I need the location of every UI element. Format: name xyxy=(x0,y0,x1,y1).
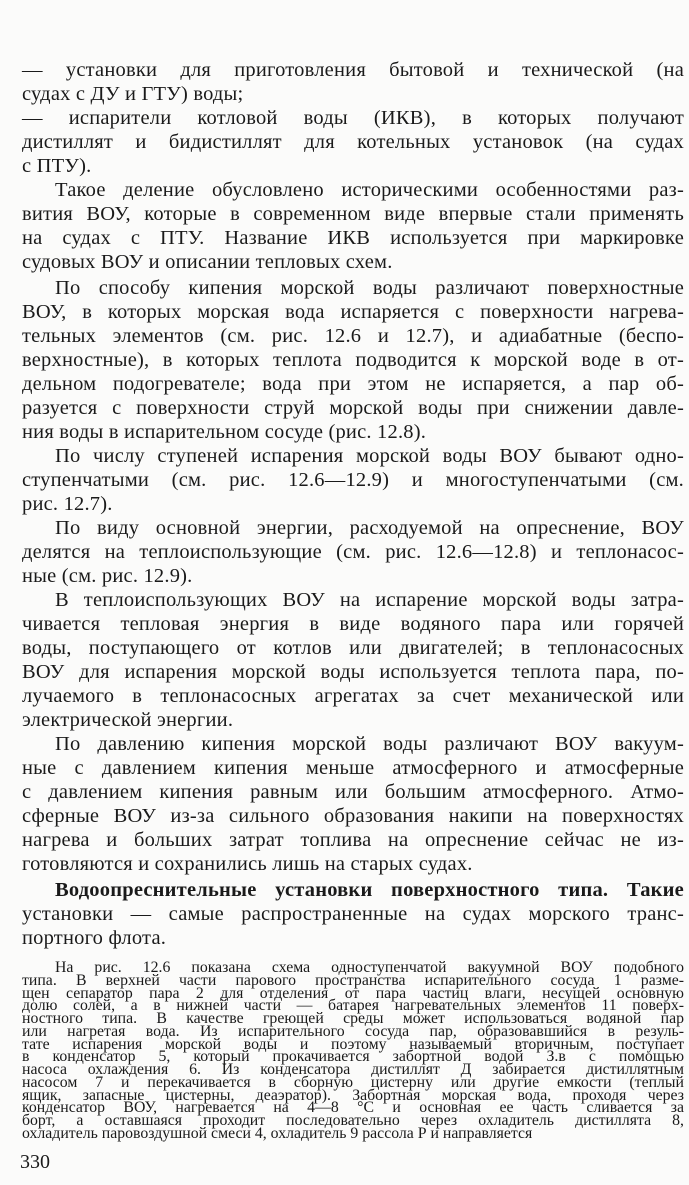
text-line: электрической энергии. xyxy=(22,709,234,731)
text-line: — установки для приготовления бытовой и технической (на xyxy=(22,59,684,81)
text-line: ния воды в испарительном сосуде (рис. 12.8). xyxy=(22,421,427,443)
text-line: с давлением кипения равным или большим атмосферного. Атмо- xyxy=(22,781,684,803)
text-line: делятся на теплоиспользующие (см. рис. 12.6—12.8) и теплонасос- xyxy=(22,541,684,563)
small-text-line: в конденсатор 5, который прокачивается забортной водой З.в с помощью xyxy=(22,1048,684,1066)
text-line: нагрева и больших затрат топлива на опреснение сейчас не из- xyxy=(22,829,684,851)
text-line: сферные ВОУ из-за сильного образования накипи на поверхностях xyxy=(22,805,684,827)
text-line: судах с ДУ и ГТУ) воды; xyxy=(22,83,244,105)
text-line: По числу ступеней испарения морской воды ВОУ бывают одно- xyxy=(55,445,684,467)
small-text-line: насосом 7 и перекачивается в сборную цистерну или другие емкости (теплый xyxy=(22,1073,684,1091)
text-line: разуется с поверхности струй морской воды при снижении давле- xyxy=(22,397,684,419)
section-heading-line: Водоопреснительные установки поверхностного типа. Такие xyxy=(55,879,684,901)
small-text-line: или нагретая вода. Из испарительного сосуда пар, образовавшийся в резуль- xyxy=(22,1022,684,1040)
small-text-line: долю солей, а в нижней части — батарея нагревательных элементов 11 поверх- xyxy=(22,997,684,1015)
small-text-line: На рис. 12.6 показана схема одноступенчатой вакуумной ВОУ подобного xyxy=(55,959,684,976)
text-line: дистиллят и бидистиллят для котельных установок (на судах xyxy=(22,131,684,153)
text-line: — испарители котловой воды (ИКВ), в которых получают xyxy=(22,107,684,129)
small-text-line: борт, а оставшаяся проходит последовательно через охладитель дистиллята 8, xyxy=(22,1112,684,1130)
text-line: ВОУ для испарения морской воды используется теплота пара, по- xyxy=(22,661,684,683)
text-line: ступенчатыми (см. рис. 12.6—12.9) и многоступенчатыми (см. xyxy=(22,469,684,491)
text-line: с ПТУ). xyxy=(22,155,92,177)
small-text-line: щен сепаратор пара 2 для отделения от пара частиц влаги, несущей основную xyxy=(22,984,684,1002)
text-line: По давлению кипения морской воды различают ВОУ вакуум- xyxy=(55,733,684,755)
text-line: В теплоиспользующих ВОУ на испарение морской воды затра- xyxy=(55,589,684,611)
small-text-line: конденсатор ВОУ, нагревается на 4—8 °С и основная ее часть сливается за xyxy=(22,1099,684,1117)
text-line: на судах с ПТУ. Название ИКВ используется при маркировке xyxy=(22,227,684,249)
text-line: лучаемого в теплонасосных агрегатах за счет механической или xyxy=(22,685,684,707)
text-line: верхностные), в которых теплота подводится к морской воде в от- xyxy=(22,349,684,371)
text-line: портного флота. xyxy=(22,927,167,949)
small-text-line: типа. В верхней части парового пространства испарительного сосуда 1 разме- xyxy=(22,971,684,989)
small-text-line: тате испарения морской воды и поэтому называемый вторичным, поступает xyxy=(22,1035,684,1053)
page-number: 330 xyxy=(20,1151,50,1173)
text-line: чивается тепловая энергия в виде водяного пара или горячей xyxy=(22,613,684,635)
text-line: готовляются и сохранились лишь на старых судах. xyxy=(22,853,473,875)
text-line: Такое деление обусловлено историческими особенностями раз- xyxy=(55,179,684,201)
text-line: воды, поступающего от котлов или двигателей; в теплонасосных xyxy=(22,637,684,659)
text-line: ные (см. рис. 12.9). xyxy=(22,565,193,587)
text-line: тельных элементов (см. рис. 12.6 и 12.7), и адиабатные (беспо- xyxy=(22,325,684,347)
small-text-line: охладитель паровоздушной смеси 4, охладитель 9 рассола Р и направляется xyxy=(22,1125,533,1142)
text-line: По способу кипения морской воды различают поверхностные xyxy=(55,277,684,299)
text-line: ВОУ, в которых морская вода испаряется с поверхности нагрева- xyxy=(22,301,684,323)
text-line: рис. 12.7). xyxy=(22,493,113,515)
text-line: судовых ВОУ и описании тепловых схем. xyxy=(22,251,393,273)
text-line: ные с давлением кипения меньше атмосферного и атмосферные xyxy=(22,757,684,779)
text-line: дельном подогревателе; вода при этом не испаряется, а пар об- xyxy=(22,373,684,395)
text-line: вития ВОУ, которые в современном виде впервые стали применять xyxy=(22,203,684,225)
small-text-line: насоса охлаждения 6. Из конденсатора дистиллят Д забирается дистиллятным xyxy=(22,1061,684,1079)
small-text-line: ностного типа. В качестве греющей среды может использоваться водяной пар xyxy=(22,1010,684,1028)
text-line: По виду основной энергии, расходуемой на опреснение, ВОУ xyxy=(55,517,684,539)
small-text-line: ящик, запасные цистерны, деаэратор). Забортная морская вода, проходя через xyxy=(22,1086,684,1104)
text-line: установки — самые распространенные на судах морского транс- xyxy=(22,903,684,925)
